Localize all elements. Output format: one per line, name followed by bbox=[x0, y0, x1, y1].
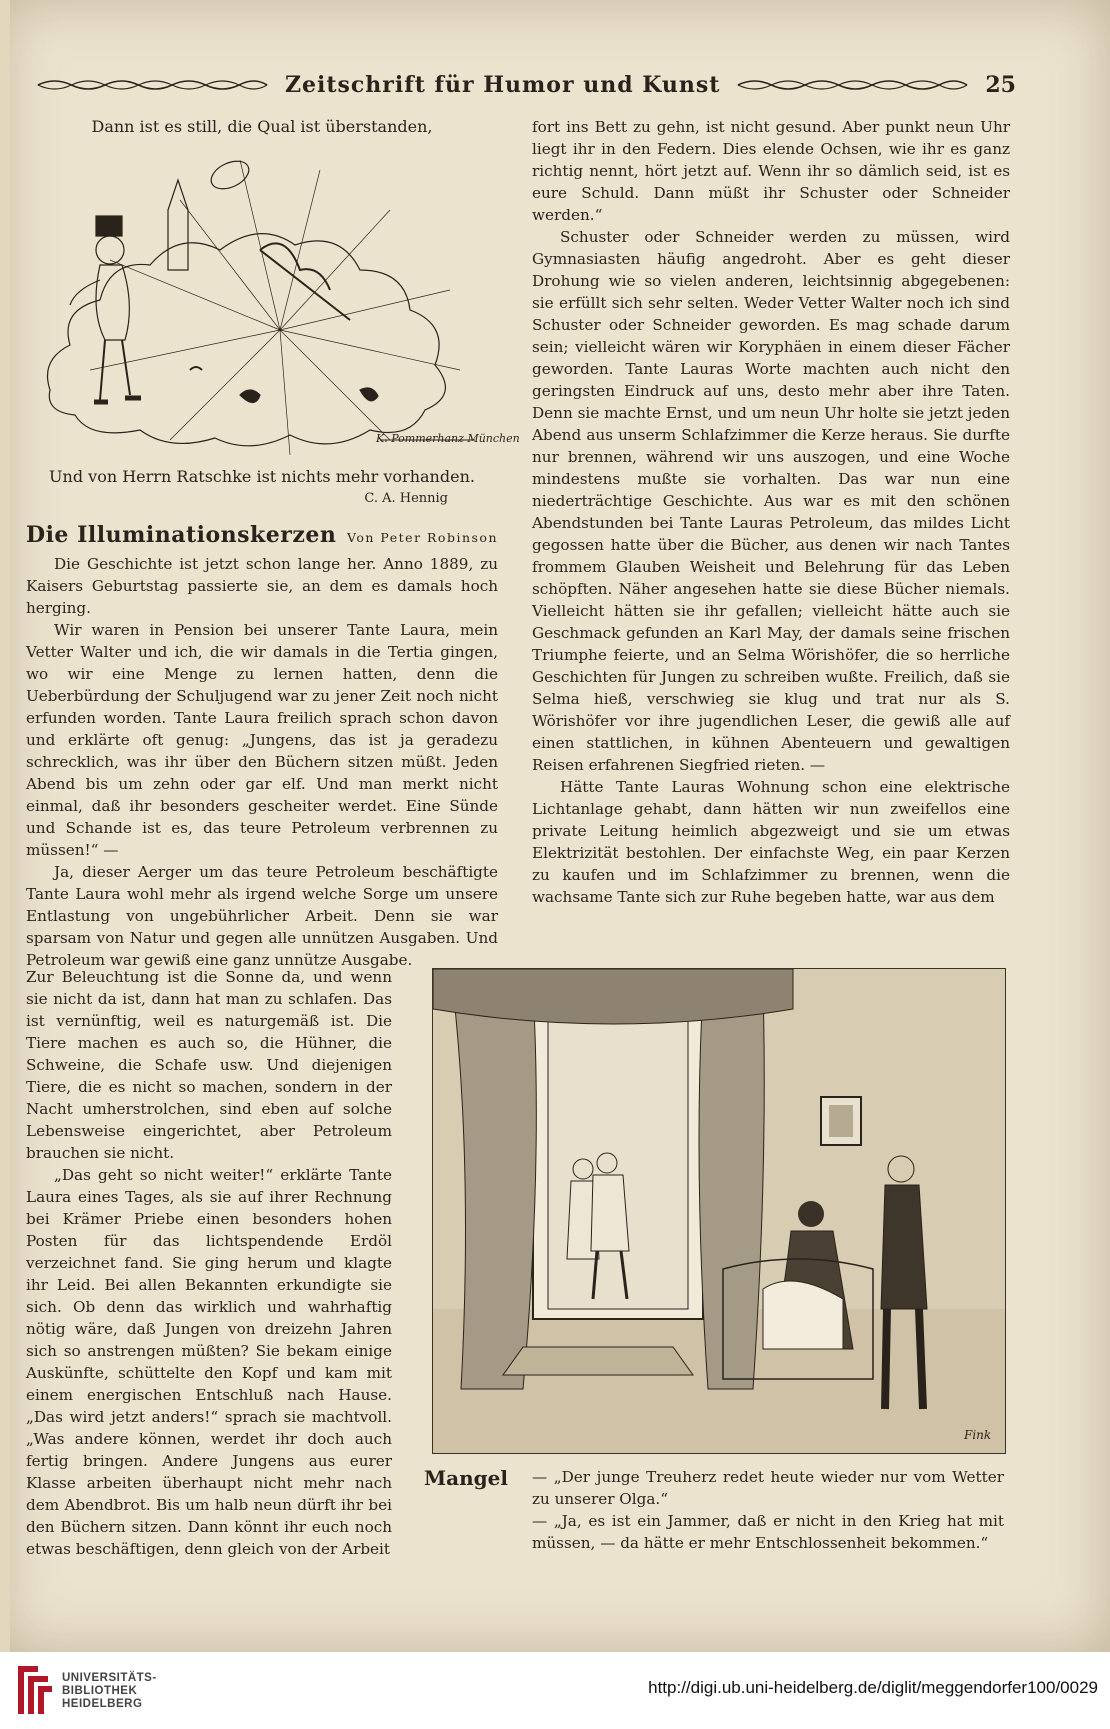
caption-line: — „Ja, es ist ein Jammer, daß er nicht in den Krieg hat mit müssen, — da hätte er mehr Entschlossenheit bekommen.“ bbox=[532, 1512, 1004, 1552]
university-line: BIBLIOTHEK bbox=[62, 1685, 138, 1697]
article-paragraph: Die Geschichte ist jetzt schon lange her. Anno 1889, zu Kaisers Geburtstag passierte sie, an dem es damals hoch herging. bbox=[26, 555, 498, 617]
article-paragraph: Hätte Tante Lauras Wohnung schon eine elektrische Lichtanlage gehabt, dann hätten wir nun zweifellos eine private Leitung heimlich abgezweigt und sie um etwas Elektrizität bestohlen. Der einfachste Weg, ein paar Kerzen zu kaufen und im Schlafzimmer zu brennen, wenn die wachsame Tante sich zur Ruhe begeben hatte, war aus dem bbox=[532, 778, 1010, 906]
university-line: HEIDELBERG bbox=[62, 1698, 143, 1710]
article-byline: Von Peter Robinson bbox=[346, 530, 498, 545]
article-paragraph: Schuster oder Schneider werden zu müssen, wird Gymnasiasten häufig angedroht. Aber es geht dieser Drohung wie so vielen anderen, leichtsinnig abgegebenen: sie erfüllt sich sehr selten. Weder Vetter Walter noch ich sind Schuster oder Schneider geworden. Es mag schade darum sein; vielleicht wären wir Koryphäen in einem dieser Fächer geworden. Tante Lauras Worte machten auch nicht den geringsten Eindruck auf uns, desto mehr aber ihre Taten. Denn sie machte Ernst, und um neun Uhr holte sie jetzt jeden Abend aus unserm Schlafzimmer die Kerze heraus. Sie durfte nur brennen, während wir uns auszogen, und eine Woche mindestens mußte sie vorhalten. Das war nun eine niederträchtige Geschichte. Aus war es mit den schönen Abendstunden bei Tante Lauras Petroleum, das mildes Licht gegossen hatte über die Bücher, aus denen wir nach Tantes frommem Glauben Weisheit und Belehrung für das Leben schöpften. Näher angesehen hatte sie diese Bücher niemals. Vielleicht hätten sie ihr gefallen; vielleicht hätte auch sie Geschmack gefunden an Karl May, der damals seine frischen Triumphe feierte, und an Selma Wörishöfer, die so herrliche Geschichten für Jungen zu schreiben wußte. Freilich, daß sie Selma hieß, verschwieg sie klug und trat nur als S. Wörishöfer vor ihre jugendlichen Leser, die gewiß alle auf einen stattlichen, in kühnen Abenteuern und gewaltigen Reisen erfahrenen Siegfried rieten. — bbox=[532, 228, 1010, 774]
header-ornament-right bbox=[736, 77, 969, 93]
top-illustration-signature: K. Pommerhanz München bbox=[376, 432, 520, 445]
article-paragraph: Ja, dieser Aerger um das teure Petroleum beschäftigte Tante Laura wohl mehr als irgend welche Sorge um unsere Entlastung von ungebührlicher Arbeit. Denn sie war sparsam von Natur und gegen alle unnützen Ausgaben. Und Petroleum war gewiß eine ganz unnütze Ausgabe. bbox=[26, 863, 498, 969]
article-paragraph: Wir waren in Pension bei unserer Tante Laura, mein Vetter Walter und ich, die wir damals in die Tertia gingen, wo wir eine Menge zu lernen hatten, denn die Ueberbürdung der Schuljugend war zu jener Zeit noch nicht erfunden worden. Tante Laura freilich sprach schon davon und erklärte oft genug: „Jungens, das ist ja geradezu schrecklich, was ihr über den Büchern sitzen müßt. Jeden Abend bis um zehn oder gar elf. Und man merkt nicht einmal, daß ihr besonders gescheiter werdet. Eine Sünde und Schande ist es, das teure Petroleum verbrennen zu müssen!“ — bbox=[26, 621, 498, 859]
footer-bar bbox=[0, 1652, 1110, 1729]
right-column bbox=[532, 116, 1010, 908]
caption-title: Mangel bbox=[424, 1466, 508, 1490]
page-edge bbox=[0, 0, 10, 1652]
article-paragraph: fort ins Bett zu gehn, ist nicht gesund. Aber punkt neun Uhr liegt ihr in den Federn. Dies elende Ochsen, wie ihr es ganz richtig nennt, hört jetzt auf. Wenn ihr so dämlich seid, ist es eure Schuld. Dann müßt ihr Schuster oder Schneider werden.“ bbox=[532, 118, 1010, 224]
university-library-logo-icon bbox=[14, 1664, 54, 1716]
university-line: UNIVERSITÄTS- bbox=[62, 1672, 157, 1684]
source-url-link[interactable]: http://digi.ub.uni-heidelberg.de/diglit/meggendorfer100/0029 bbox=[648, 1678, 1098, 1697]
interior-scene-drawing bbox=[433, 969, 1005, 1453]
university-library-name bbox=[62, 1672, 157, 1711]
poem-line: Dann ist es still, die Qual ist überstanden, bbox=[91, 117, 433, 136]
article-title: Die Illuminationskerzen bbox=[26, 522, 337, 548]
article-paragraph: „Das geht so nicht weiter!“ erklärte Tante Laura eines Tages, als sie auf ihrer Rechnung bei Krämer Priebe einen besonders hohen Posten für das lichtspendende Erdöl verzeichnet fand. Sie ging herum und klagte ihr Leid. Bei allen Bekannten erkundigte sie sich. Ob denn das wirklich und wahrhaftig nötig wäre, daß Jungen von dreizehn Jahren sich so anstrengen müßten? Sie bekam einige Auskünfte, schüttelte den Kopf und kam mit einem energischen Entschluß nach Hause. „Das wird jetzt anders!“ sprach sie machtvoll. „Was andere können, werdet ihr doch auch fertig bringen. Andere Jungens aus eurer Klasse arbeiten überhaupt nicht mehr nach dem Abendbrot. Bis um halb neun dürft ihr bei den Büchern sitzen. Dann könnt ihr euch noch etwas beschäftigen, denn gleich von der Arbeit bbox=[26, 1166, 392, 1558]
exploding-man-illustration bbox=[30, 140, 480, 460]
caption-text bbox=[532, 1466, 1004, 1554]
narrow-column bbox=[26, 966, 392, 1560]
header-ornament-left bbox=[36, 77, 269, 93]
running-header bbox=[36, 68, 1016, 102]
poem-line: Und von Herrn Ratschke ist nichts mehr vorhanden. bbox=[49, 467, 475, 486]
article-paragraph: Zur Beleuchtung ist die Sonne da, und wenn sie nicht da ist, dann hat man zu schlafen. Das ist vernünftig, weil es naturgemäß ist. Die Tiere machen es auch so, die Hühner, die Schweine, die Schafe usw. Und diejenigen Tiere, die es nicht so machen, sondern in der Nacht umherstrolchen, sind eben auf solche Lebensweise eingerichtet, aber Petroleum brauchen sie nicht. bbox=[26, 968, 392, 1162]
interior-scene-illustration bbox=[432, 968, 1006, 1454]
article-heading bbox=[26, 524, 498, 549]
magazine-title: Zeitschrift für Humor und Kunst bbox=[284, 72, 721, 98]
poem-block bbox=[26, 116, 498, 138]
poem-author: C. A. Hennig bbox=[364, 491, 448, 506]
caption-line: — „Der junge Treuherz redet heute wieder nur vom Wetter zu unserer Olga.“ bbox=[532, 1468, 1004, 1508]
page-number: 25 bbox=[985, 72, 1016, 98]
poem-end-block bbox=[26, 466, 498, 971]
bottom-illustration-signature: Fink bbox=[964, 1428, 992, 1442]
